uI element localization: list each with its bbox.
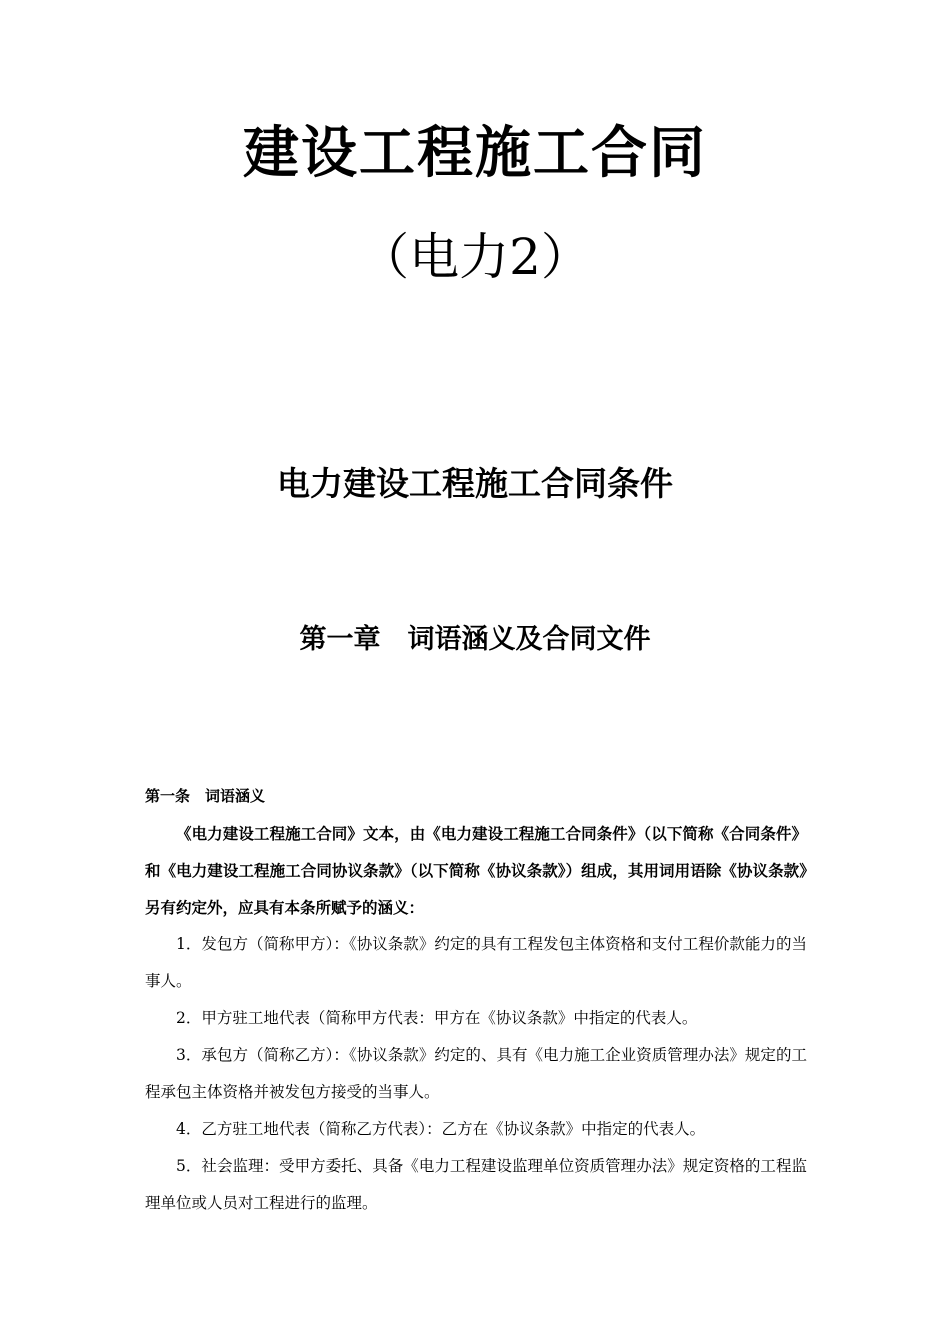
main-title: 建设工程施工合同 — [243, 120, 707, 186]
sub-title: （电力2） — [359, 228, 591, 286]
definition-item: 1．发包方（简称甲方）：《协议条款》约定的具有工程发包主体资格和支付工程价款能力的当事人。 — [145, 935, 807, 990]
conditions-title: 电力建设工程施工合同条件 — [277, 464, 673, 503]
document-body — [145, 778, 807, 1222]
intro-paragraph: 《电力建设工程施工合同》文本，由《电力建设工程施工合同条件》（以下简称《合同条件》和《电力建设工程施工合同协议条款》（以下简称《协议条款》）组成，其用词用语除《协议条款》另有约定外，应具有本条所赋予的涵义： — [145, 824, 807, 917]
definition-item: 5．社会监理：受甲方委托、具备《电力工程建设监理单位资质管理办法》规定资格的工程监理单位或人员对工程进行的监理。 — [145, 1157, 807, 1212]
chapter-title: 第一章 词语涵义及合同文件 — [299, 624, 651, 655]
definition-item: 2．甲方驻工地代表（简称甲方代表：甲方在《协议条款》中指定的代表人。 — [176, 1009, 698, 1027]
article-heading: 第一条 词语涵义 — [145, 787, 266, 805]
definition-item: 4．乙方驻工地代表（简称乙方代表）：乙方在《协议条款》中指定的代表人。 — [176, 1120, 706, 1138]
definition-item: 3．承包方（简称乙方）：《协议条款》约定的、具有《电力施工企业资质管理办法》规定的工程承包主体资格并被发包方接受的当事人。 — [145, 1046, 807, 1101]
